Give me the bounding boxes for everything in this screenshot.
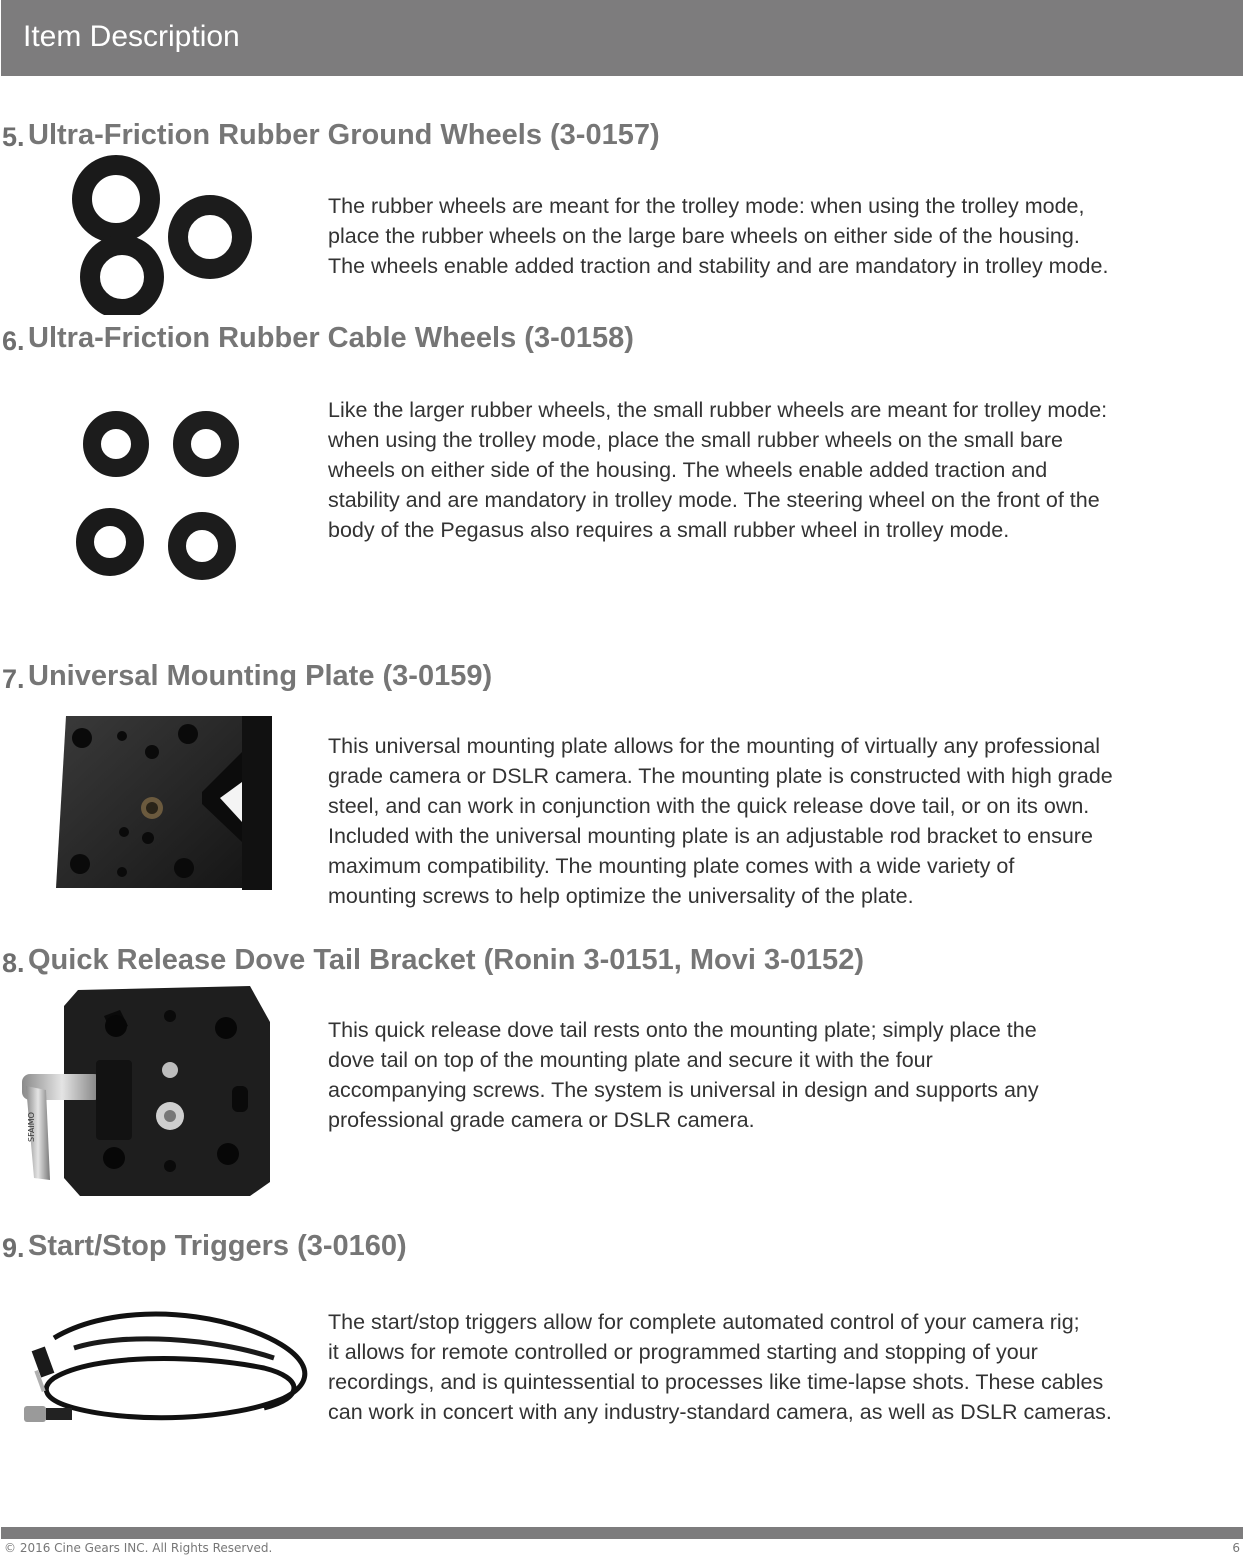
description-line: body of the Pegasus also requires a small rubber wheel in trolley mode. <box>328 518 1010 542</box>
header-bar <box>1 0 1243 76</box>
description-line: professional grade camera or DSLR camera. <box>328 1108 755 1132</box>
footer-copyright: © 2016 Cine Gears INC. All Rights Reserved. <box>4 1541 273 1555</box>
cable-wheels-image <box>70 400 250 590</box>
description-line: This quick release dove tail rests onto the mounting plate; simply place the <box>328 1018 1037 1042</box>
section-title: Start/Stop Triggers (3-0160) <box>28 1230 407 1262</box>
description-line: wheels on either side of the housing. The wheels enable added traction and <box>328 458 1048 482</box>
description-line: recordings, and is quintessential to processes like time-lapse shots. These cables <box>328 1370 1104 1394</box>
section-number: 6. <box>2 326 25 356</box>
ground-wheels-image <box>70 155 260 315</box>
section-number: 5. <box>2 122 25 152</box>
description-line: This universal mounting plate allows for the mounting of virtually any professional <box>328 734 1101 758</box>
description-line: The wheels enable added traction and stability and are mandatory in trolley mode. <box>328 254 1109 278</box>
description-line: The rubber wheels are meant for the trolley mode: when using the trolley mode, <box>328 194 1085 218</box>
section-description <box>328 731 1113 911</box>
description-line: it allows for remote controlled or programmed starting and stopping of your <box>328 1340 1038 1364</box>
section-description <box>328 1015 1039 1135</box>
description-line: grade camera or DSLR camera. The mounting plate is constructed with high grade <box>328 764 1113 788</box>
description-line: Like the larger rubber wheels, the small rubber wheels are meant for trolley mode: <box>328 398 1108 422</box>
mounting-plate-image <box>52 712 277 897</box>
description-line: Included with the universal mounting plate is an adjustable rod bracket to ensure <box>328 824 1093 848</box>
trigger-cable-image <box>14 1308 326 1434</box>
description-line: dove tail on top of the mounting plate and secure it with the four <box>328 1048 933 1072</box>
section-number: 9. <box>2 1233 25 1263</box>
handle-brand-text: SFAIMO <box>27 1112 36 1142</box>
page-title: Item Description <box>23 20 240 53</box>
section-title: Ultra-Friction Rubber Ground Wheels (3-0157) <box>28 119 660 151</box>
dove-tail-bracket-image <box>20 982 285 1202</box>
description-line: The start/stop triggers allow for complete automated control of your camera rig; <box>328 1310 1080 1334</box>
footer-bar <box>1 1527 1243 1539</box>
section-title: Universal Mounting Plate (3-0159) <box>28 660 493 692</box>
section-description <box>328 1307 1112 1427</box>
description-line: place the rubber wheels on the large bare wheels on either side of the housing. <box>328 224 1080 248</box>
section-title: Ultra-Friction Rubber Cable Wheels (3-0158) <box>28 322 634 354</box>
section-title: Quick Release Dove Tail Bracket (Ronin 3-0151, Movi 3-0152) <box>28 944 864 976</box>
section-description <box>328 191 1108 281</box>
description-line: steel, and can work in conjunction with the quick release dove tail, or on its own. <box>328 794 1090 818</box>
section-number: 7. <box>2 664 25 694</box>
description-line: maximum compatibility. The mounting plate comes with a wide variety of <box>328 854 1015 878</box>
section-description <box>328 395 1107 545</box>
description-line: accompanying screws. The system is universal in design and supports any <box>328 1078 1039 1102</box>
page-number: 6 <box>1232 1541 1240 1555</box>
description-line: stability and are mandatory in trolley mode. The steering wheel on the front of the <box>328 488 1100 512</box>
description-line: can work in concert with any industry-standard camera, as well as DSLR cameras. <box>328 1400 1112 1424</box>
section-number: 8. <box>2 948 25 978</box>
description-line: when using the trolley mode, place the small rubber wheels on the small bare <box>328 428 1063 452</box>
description-line: mounting screws to help optimize the universality of the plate. <box>328 884 914 908</box>
